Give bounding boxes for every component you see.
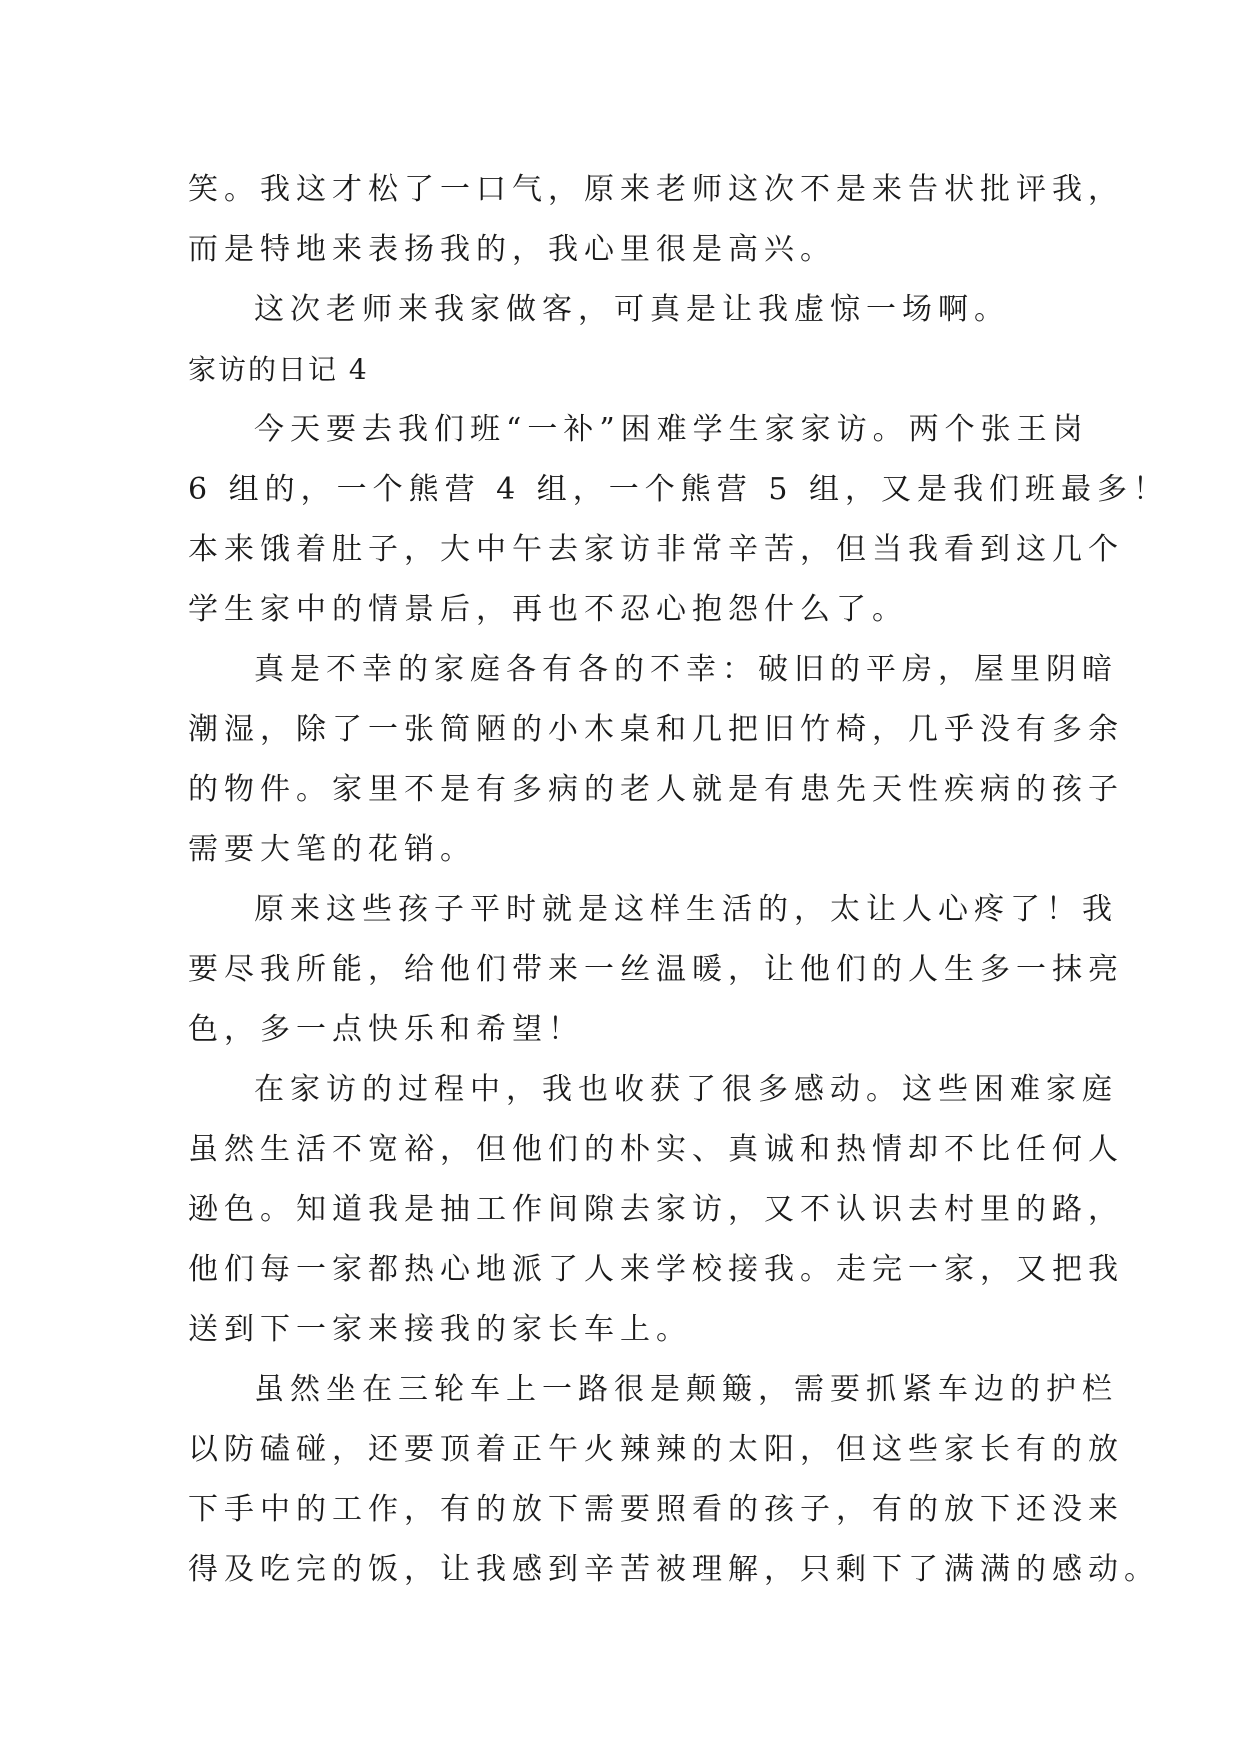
text-line: 在家访的过程中，我也收获了很多感动。这些困难家庭 [254, 1072, 1118, 1107]
text-line: 这次老师来我家做客，可真是让我虚惊一场啊。 [254, 292, 1010, 327]
text-line: 学生家中的情景后，再也不忍心抱怨什么了。 [188, 592, 908, 627]
text-line: 的物件。家里不是有多病的老人就是有患先天性疾病的孩子 [188, 772, 1124, 807]
text-line: 虽然生活不宽裕，但他们的朴实、真诚和热情却不比任何人 [188, 1132, 1124, 1167]
text-line: 6 组的，一个熊营 4 组，一个熊营 5 组，又是我们班最多！ [188, 472, 1169, 507]
text-line: 今天要去我们班“一补”困难学生家家访。两个张王岗 [254, 412, 1089, 447]
text-line: 送到下一家来接我的家长车上。 [188, 1312, 692, 1347]
text-line: 原来这些孩子平时就是这样生活的，太让人心疼了！我 [254, 892, 1118, 927]
text-line: 色，多一点快乐和希望！ [188, 1012, 584, 1047]
text-line: 本来饿着肚子，大中午去家访非常辛苦，但当我看到这几个 [188, 532, 1124, 567]
text-line: 得及吃完的饭，让我感到辛苦被理解，只剩下了满满的感动。 [188, 1552, 1160, 1587]
text-line: 他们每一家都热心地派了人来学校接我。走完一家，又把我 [188, 1252, 1124, 1287]
text-line: 需要大笔的花销。 [188, 832, 476, 867]
section-heading: 家访的日记 4 [188, 353, 369, 386]
text-line: 要尽我所能，给他们带来一丝温暖，让他们的人生多一抹亮 [188, 952, 1124, 987]
text-line: 虽然坐在三轮车上一路很是颠簸，需要抓紧车边的护栏 [254, 1372, 1118, 1407]
text-line: 而是特地来表扬我的，我心里很是高兴。 [188, 232, 836, 267]
text-line: 下手中的工作，有的放下需要照看的孩子，有的放下还没来 [188, 1492, 1124, 1527]
document-body [188, 160, 1169, 1600]
text-line: 真是不幸的家庭各有各的不幸：破旧的平房，屋里阴暗 [254, 652, 1118, 687]
text-line: 笑。我这才松了一口气，原来老师这次不是来告状批评我， [188, 172, 1124, 207]
text-line: 逊色。知道我是抽工作间隙去家访，又不认识去村里的路， [188, 1192, 1124, 1227]
text-line: 以防磕碰，还要顶着正午火辣辣的太阳，但这些家长有的放 [188, 1432, 1124, 1467]
text-line: 潮湿，除了一张简陋的小木桌和几把旧竹椅，几乎没有多余 [188, 712, 1124, 747]
